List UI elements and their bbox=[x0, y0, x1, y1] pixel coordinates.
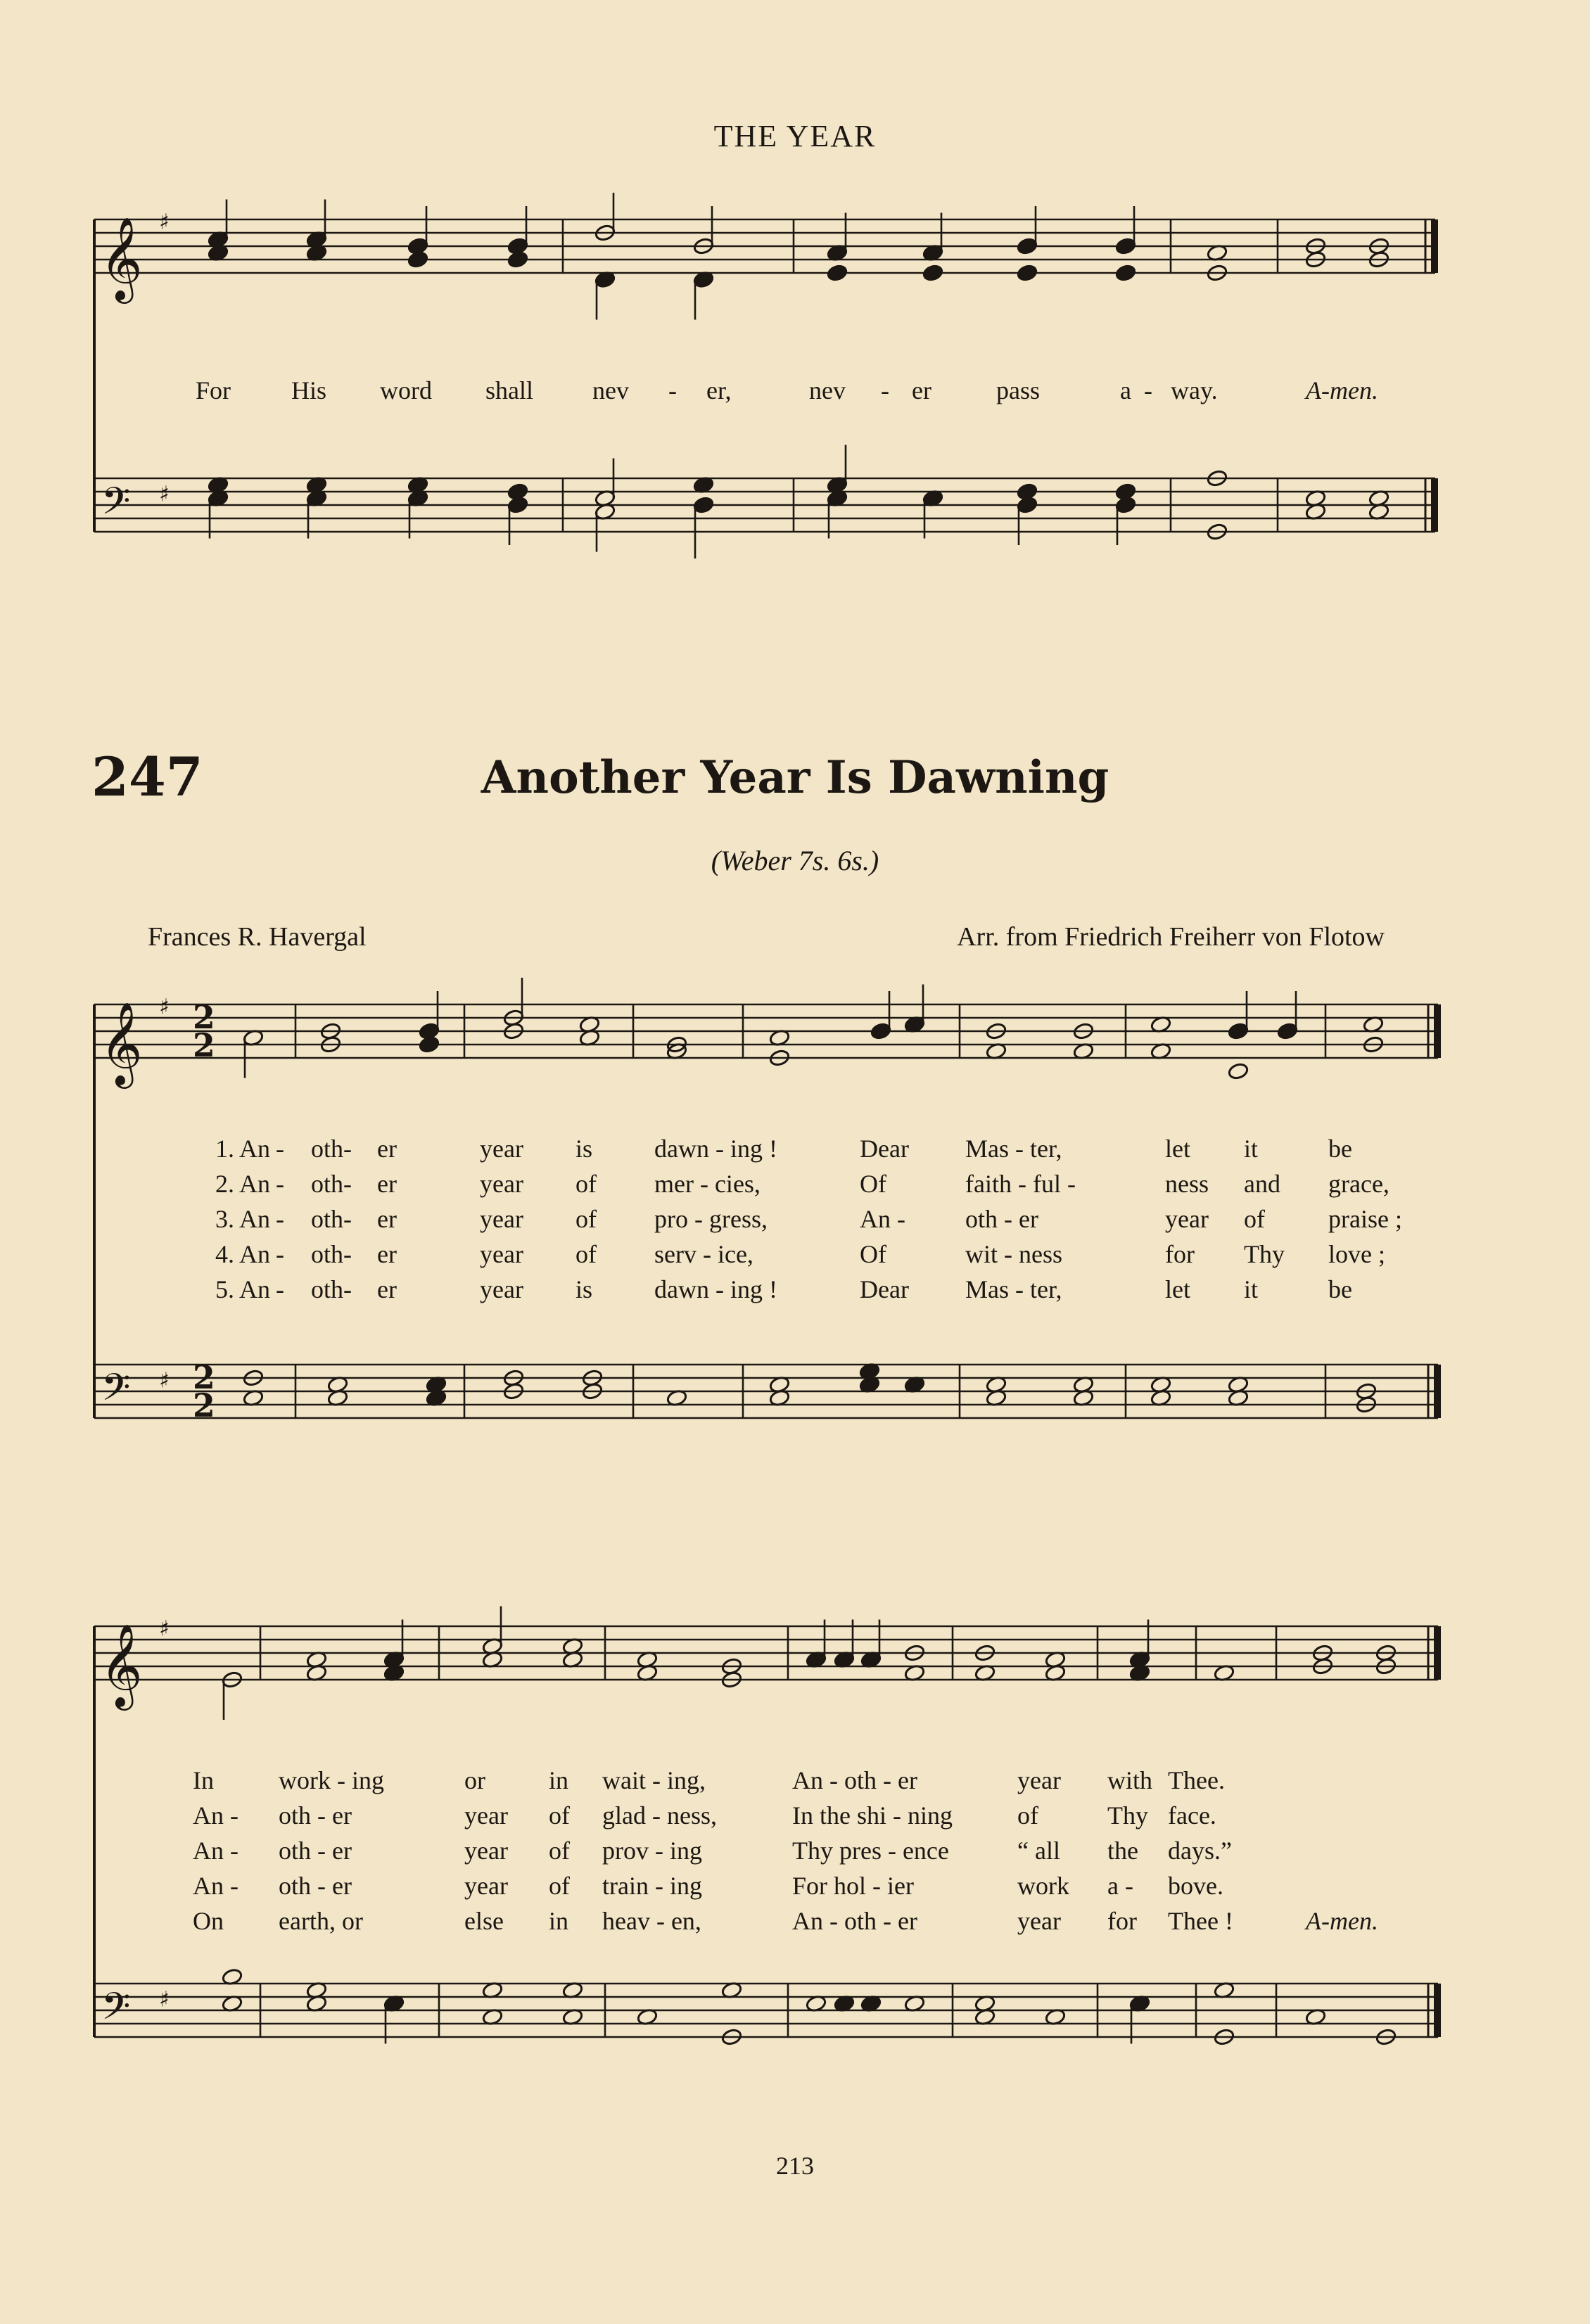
verse-line bbox=[0, 1766, 1590, 1801]
lyric-syllable: oth bbox=[311, 1170, 344, 1198]
lyric-syllable: oth - er bbox=[279, 1837, 352, 1865]
lyric-syllable: year bbox=[1165, 1205, 1209, 1233]
final-barline bbox=[1434, 1004, 1441, 1058]
lyric-syllable: let bbox=[1165, 1135, 1190, 1163]
verse-line bbox=[0, 1239, 1590, 1275]
verse-line bbox=[0, 1275, 1590, 1310]
lyric-syllable: - bbox=[276, 1170, 284, 1198]
final-barline bbox=[1434, 1626, 1441, 1680]
lyric-syllable: pro - gress, bbox=[654, 1205, 768, 1233]
sharp-icon: ♯ bbox=[159, 995, 170, 1020]
lyric-syllable: wit - ness bbox=[965, 1240, 1062, 1268]
treble-clef-icon: 𝄞 bbox=[100, 217, 143, 300]
half-note bbox=[1228, 1062, 1249, 1080]
lyric-syllable: mer - cies, bbox=[654, 1170, 761, 1198]
lyric-syllable: serv - ice, bbox=[654, 1240, 753, 1268]
lyric-syllable: prov - ing bbox=[602, 1837, 702, 1865]
hymn-number: 247 bbox=[91, 746, 203, 808]
lyric-syllable: a - bbox=[1107, 1872, 1133, 1900]
lyric-syllable: face. bbox=[1168, 1801, 1216, 1830]
quarter-note bbox=[419, 1035, 440, 1054]
lyric-syllable: be bbox=[1328, 1275, 1352, 1303]
lyric-syllable: days.” bbox=[1168, 1837, 1232, 1865]
verse-line bbox=[0, 1836, 1590, 1871]
lyric-syllable: An - bbox=[193, 1872, 238, 1900]
lyric-syllable: glad - ness, bbox=[602, 1801, 717, 1830]
lyric-syllable: pass bbox=[996, 376, 1040, 404]
lyric-syllable: heav - en, bbox=[602, 1907, 701, 1935]
lyric-syllable: oth - er bbox=[279, 1801, 352, 1830]
time-signature-bottom: 2 bbox=[193, 1386, 215, 1424]
lyric-syllable: love ; bbox=[1328, 1240, 1385, 1268]
lyric-syllable: Of bbox=[860, 1170, 886, 1198]
lyric-syllable: a bbox=[1120, 376, 1131, 404]
time-signature-bottom: 2 bbox=[193, 1026, 215, 1064]
lyric-syllable: earth, or bbox=[279, 1907, 363, 1935]
lyric-syllable: oth - er bbox=[279, 1872, 352, 1900]
lyric-syllable: - bbox=[668, 376, 677, 404]
lyric-syllable: of bbox=[1244, 1205, 1265, 1233]
lyric-syllable: year bbox=[1017, 1907, 1061, 1935]
lyric-syllable: Thee ! bbox=[1168, 1907, 1233, 1935]
lyric-syllable: Of bbox=[860, 1240, 886, 1268]
lyric-syllable: er bbox=[912, 376, 931, 404]
lyric-syllable: An - bbox=[860, 1205, 905, 1233]
amen-text: A-men. bbox=[1306, 376, 1378, 404]
lyric-syllable: er bbox=[377, 1205, 397, 1233]
quarter-note bbox=[507, 250, 529, 269]
lyric-syllable: - bbox=[343, 1240, 352, 1268]
lyric-syllable: 1. An bbox=[215, 1135, 271, 1163]
final-barline bbox=[1434, 1984, 1441, 2037]
lyric-syllable: er bbox=[377, 1170, 397, 1198]
lyric-syllable: For bbox=[196, 376, 231, 404]
lyric-syllable: of bbox=[575, 1205, 597, 1233]
lyric-syllable: praise ; bbox=[1328, 1205, 1402, 1233]
lyric-syllable: In bbox=[193, 1766, 214, 1794]
lyric-syllable: 3. An bbox=[215, 1205, 271, 1233]
lyric-syllable: 5. An bbox=[215, 1275, 271, 1303]
running-head: THE YEAR bbox=[713, 119, 877, 153]
lyric-syllable: work bbox=[1017, 1872, 1069, 1900]
lyric-syllable: year bbox=[480, 1135, 523, 1163]
lyric-syllable: dawn - ing ! bbox=[654, 1135, 777, 1163]
lyric-syllable: Dear bbox=[860, 1135, 909, 1163]
lyric-syllable: is bbox=[575, 1135, 593, 1163]
lyric-syllable: be bbox=[1328, 1135, 1352, 1163]
lyric-syllable: bove. bbox=[1168, 1872, 1223, 1900]
lyric-syllable: nev bbox=[809, 376, 846, 404]
lyric-syllable: Thy bbox=[1244, 1240, 1285, 1268]
lyric-syllable: let bbox=[1165, 1275, 1190, 1303]
lyric-syllable: Thee. bbox=[1168, 1766, 1225, 1794]
lyric-syllable: Thy pres - ence bbox=[792, 1837, 949, 1865]
tune-name: (Weber 7s. 6s.) bbox=[711, 845, 879, 876]
lyric-syllable: Mas - ter, bbox=[965, 1135, 1062, 1163]
sharp-icon: ♯ bbox=[159, 1987, 170, 2012]
lyric-syllable: year bbox=[1017, 1766, 1061, 1794]
lyric-syllable: oth bbox=[311, 1205, 344, 1233]
bass-clef-icon: 𝄢 bbox=[101, 480, 131, 532]
lyric-syllable: - bbox=[276, 1275, 284, 1303]
lyric-syllable: year bbox=[464, 1837, 508, 1865]
quarter-note bbox=[407, 250, 429, 269]
lyric-syllable: year bbox=[464, 1801, 508, 1830]
lyric-syllable: is bbox=[575, 1275, 593, 1303]
lyric-syllable: - bbox=[343, 1275, 352, 1303]
final-barline bbox=[1434, 1365, 1441, 1418]
lyric-syllable: and bbox=[1244, 1170, 1280, 1198]
lyric-syllable: - bbox=[276, 1240, 284, 1268]
lyric-syllable: it bbox=[1244, 1135, 1259, 1163]
lyric-syllable: er bbox=[377, 1275, 397, 1303]
lyric-syllable: er, bbox=[706, 376, 732, 404]
lyric-syllable: wait - ing, bbox=[602, 1766, 706, 1794]
lyric-syllable: - bbox=[343, 1170, 352, 1198]
lyric-syllable: er bbox=[377, 1240, 397, 1268]
lyric-syllable: oth bbox=[311, 1275, 344, 1303]
lyric-syllable: for bbox=[1107, 1907, 1137, 1935]
lyric-syllable: oth bbox=[311, 1135, 344, 1163]
lyric-syllable: - bbox=[343, 1205, 352, 1233]
lyric-syllable: Dear bbox=[860, 1275, 909, 1303]
page-number: 213 bbox=[776, 2152, 814, 2180]
words-by: Frances R. Havergal bbox=[148, 922, 367, 952]
lyric-syllable: An - bbox=[193, 1837, 238, 1865]
lyric-syllable: oth bbox=[311, 1240, 344, 1268]
lyric-syllable: for bbox=[1165, 1240, 1195, 1268]
quarter-note bbox=[1115, 264, 1137, 282]
lyric-syllable: oth - er bbox=[965, 1205, 1038, 1233]
lyric-syllable: or bbox=[464, 1766, 485, 1794]
verse-line bbox=[0, 1169, 1590, 1204]
lyric-syllable: - bbox=[276, 1205, 284, 1233]
lyric-syllable: faith - ful - bbox=[965, 1170, 1076, 1198]
time-signature-top: 2 bbox=[193, 1358, 215, 1396]
treble-clef-icon: 𝄞 bbox=[100, 1623, 143, 1707]
lyric-syllable: An - bbox=[193, 1801, 238, 1830]
final-barline bbox=[1431, 478, 1438, 532]
lyric-syllable: shall bbox=[485, 376, 533, 404]
lyric-syllable: year bbox=[464, 1872, 508, 1900]
quarter-note bbox=[827, 264, 848, 282]
time-signature-top: 2 bbox=[193, 998, 215, 1036]
lyric-syllable: “ all bbox=[1017, 1837, 1060, 1865]
lyric-syllable: year bbox=[480, 1275, 523, 1303]
lyric-syllable: in bbox=[549, 1766, 569, 1794]
lyric-syllable: An - oth - er bbox=[792, 1766, 917, 1794]
lyric-syllable: dawn - ing ! bbox=[654, 1275, 777, 1303]
final-barline bbox=[1431, 219, 1438, 273]
verse-line bbox=[0, 1204, 1590, 1239]
lyric-syllable: year bbox=[480, 1240, 523, 1268]
lyric-syllable: - bbox=[1144, 376, 1152, 404]
lyric-syllable: word bbox=[380, 376, 432, 404]
sharp-icon: ♯ bbox=[159, 210, 170, 235]
verse-line bbox=[0, 1871, 1590, 1906]
lyric-syllable: year bbox=[480, 1170, 523, 1198]
lyric-syllable: For hol - ier bbox=[792, 1872, 914, 1900]
lyric-syllable: 4. An bbox=[215, 1240, 271, 1268]
lyric-syllable: work - ing bbox=[279, 1766, 384, 1794]
previous-hymn-lyrics bbox=[0, 376, 1590, 411]
sharp-icon: ♯ bbox=[159, 1368, 170, 1393]
lyric-syllable: His bbox=[291, 376, 327, 404]
lyric-syllable: the bbox=[1107, 1837, 1138, 1865]
verse-line bbox=[0, 1801, 1590, 1836]
lyric-syllable: of bbox=[575, 1170, 597, 1198]
lyric-syllable: Mas - ter, bbox=[965, 1275, 1062, 1303]
lyric-syllable: ness bbox=[1165, 1170, 1209, 1198]
lyric-syllable: On bbox=[193, 1907, 224, 1935]
lyric-syllable: year bbox=[480, 1205, 523, 1233]
lyric-syllable: nev bbox=[592, 376, 629, 404]
lyric-syllable: grace, bbox=[1328, 1170, 1389, 1198]
quarter-note bbox=[1017, 264, 1038, 282]
lyric-syllable: 2. An bbox=[215, 1170, 271, 1198]
quarter-note bbox=[922, 264, 944, 282]
music-by: Arr. from Friedrich Freiherr von Flotow bbox=[957, 922, 1385, 952]
lyric-syllable: - bbox=[276, 1135, 284, 1163]
lyric-syllable: of bbox=[1017, 1801, 1038, 1830]
lyric-syllable: in bbox=[549, 1907, 569, 1935]
lyric-syllable: way. bbox=[1171, 376, 1218, 404]
lyric-syllable: In the shi - ning bbox=[792, 1801, 953, 1830]
hymn-title: Another Year Is Dawning bbox=[481, 751, 1109, 804]
amen-text: A-men. bbox=[1306, 1907, 1378, 1935]
lyric-syllable: er bbox=[377, 1135, 397, 1163]
lyric-syllable: Thy bbox=[1107, 1801, 1148, 1830]
sharp-icon: ♯ bbox=[159, 482, 170, 507]
lyric-syllable: else bbox=[464, 1907, 504, 1935]
lyric-syllable: - bbox=[881, 376, 889, 404]
bass-clef-icon: 𝄢 bbox=[101, 1985, 131, 2038]
lyric-syllable: - bbox=[343, 1135, 352, 1163]
lyric-syllable: of bbox=[549, 1872, 570, 1900]
lyric-syllable: of bbox=[549, 1801, 570, 1830]
bass-clef-icon: 𝄢 bbox=[101, 1366, 131, 1419]
verse-line bbox=[0, 1134, 1590, 1169]
verse-line bbox=[0, 1906, 1590, 1941]
lyric-syllable: train - ing bbox=[602, 1872, 702, 1900]
sharp-icon: ♯ bbox=[159, 1616, 170, 1642]
treble-clef-icon: 𝄞 bbox=[100, 1002, 143, 1085]
lyric-syllable: of bbox=[575, 1240, 597, 1268]
lyric-syllable: it bbox=[1244, 1275, 1259, 1303]
lyric-syllable: An - oth - er bbox=[792, 1907, 917, 1935]
lyric-syllable: of bbox=[549, 1837, 570, 1865]
lyric-syllable: with bbox=[1107, 1766, 1153, 1794]
